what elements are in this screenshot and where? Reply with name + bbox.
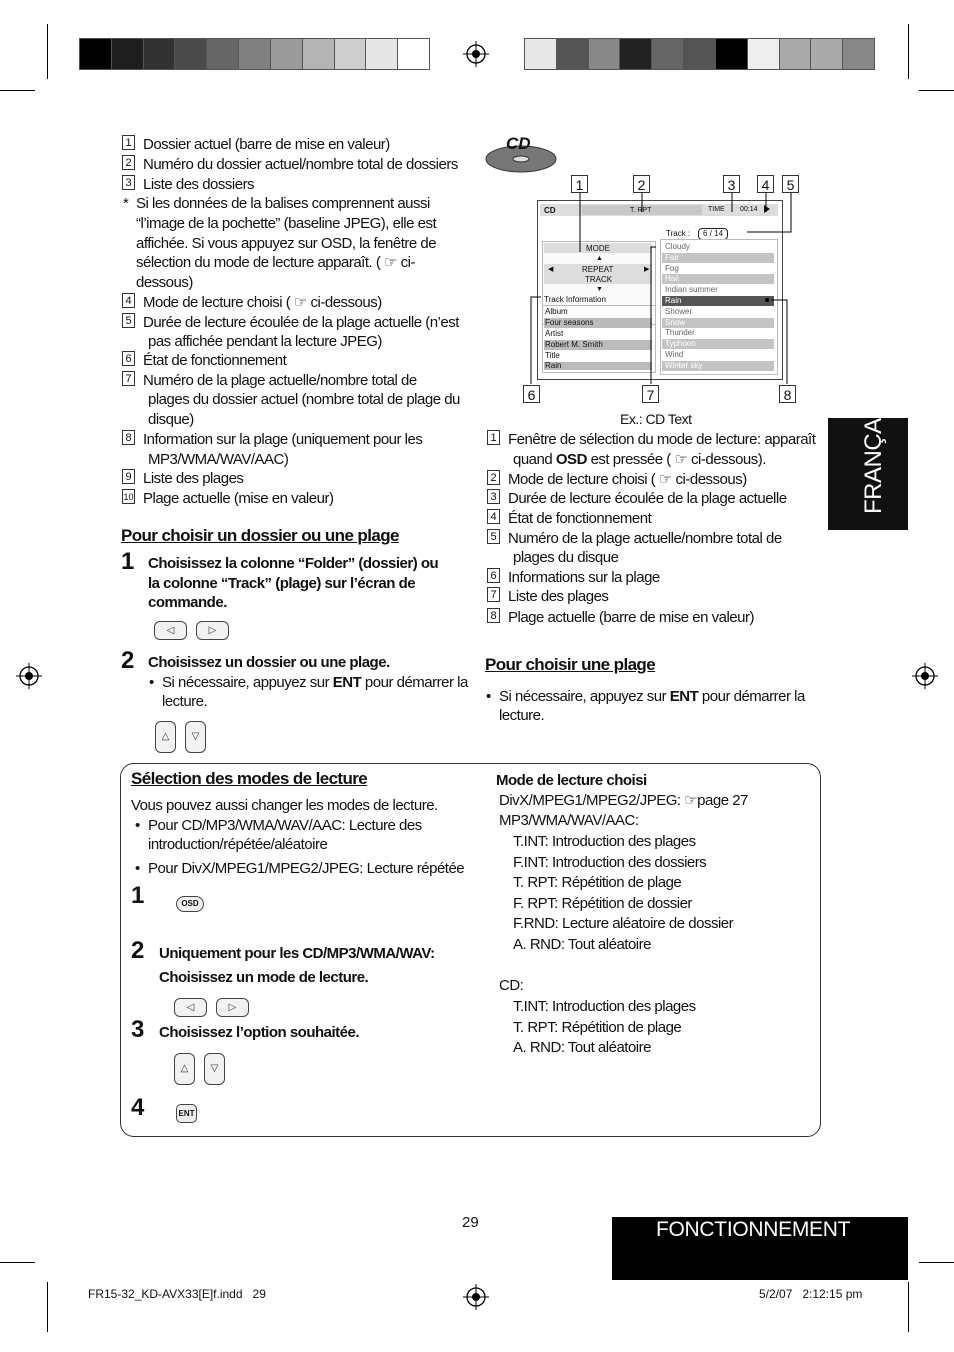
screen-caption: Ex.: CD Text [620, 411, 692, 427]
step-number: 1 [131, 882, 145, 909]
mode-item: A. RND: Tout aléatoire [513, 936, 651, 953]
step2-text: Choisissez un dossier ou une plage. [148, 654, 390, 671]
note-line: Si les données de la balises comprennent aussi [136, 195, 430, 212]
list-item: 7 Liste des plages [487, 587, 608, 607]
color-swatch [651, 38, 684, 70]
color-swatch [302, 38, 335, 70]
color-swatch [270, 38, 303, 70]
step1-line: commande. [148, 594, 227, 611]
list-item: 4 État de fonctionnement [487, 509, 651, 529]
track-row: Wind [665, 350, 684, 359]
color-swatch [397, 38, 430, 70]
osd-button[interactable]: OSD [176, 896, 204, 912]
list-item-cont: MP3/WMA/WAV/AAC) [148, 451, 289, 468]
color-swatch [619, 38, 652, 70]
footer-file: FR15-32_KD-AVX33[E]f.indd 29 [88, 1287, 266, 1301]
page-number: 29 [462, 1214, 479, 1231]
mode-item: F. RPT: Répétition de dossier [513, 894, 692, 912]
list-item: 8 Plage actuelle (barre de mise en valeur) [487, 608, 754, 628]
list-item-cont: quand OSD est pressée ( ☞ ci-dessous). [513, 451, 766, 468]
list-item: 3 Durée de lecture écoulée de la plage actuelle [487, 489, 787, 509]
mode-item: T.INT: Introduction des plages [513, 998, 696, 1015]
color-swatch [238, 38, 271, 70]
info-row: Rain [545, 361, 562, 370]
list-item-cont: disque) [148, 411, 194, 428]
mode-item: A. RND: Tout aléatoire [513, 1039, 651, 1057]
track-row: Hail [665, 274, 679, 284]
list-item: 6 État de fonctionnement [122, 351, 286, 371]
mode-down-icon: ▼ [596, 286, 603, 293]
callout-3: 3 [723, 175, 740, 193]
list-item-cont: plages du dossier actuel (nombre total de plage du [148, 391, 460, 408]
track-row: Fog [665, 263, 679, 273]
mode-up-icon: ▲ [596, 255, 603, 262]
callout-8: 8 [779, 385, 796, 403]
step-number: 2 [121, 647, 135, 674]
color-swatch [206, 38, 239, 70]
list-item: 8 Information sur la plage (uniquement pour les [122, 430, 422, 450]
list-item: 4 Mode de lecture choisi ( ☞ ci-dessous) [122, 293, 382, 313]
cd-logo-text: CD [506, 134, 531, 153]
track-row: Fair [665, 252, 679, 262]
color-swatch [365, 38, 398, 70]
track-row: Snow [665, 317, 686, 327]
mode-item: T.INT: Introduction des plages [513, 833, 696, 850]
track-row: Thunder [665, 328, 695, 338]
mode-item: F.INT: Introduction des dossiers [513, 853, 707, 871]
screen-clock: 00:14 [740, 206, 758, 213]
list-item: 5 Durée de lecture écoulée de la plage actuelle (n’est [122, 313, 459, 333]
ent-button[interactable]: ENT [176, 1104, 197, 1123]
list-item: 2 Numéro du dossier actuel/nombre total de dossiers [122, 155, 458, 175]
mode-left-icon: ◀ [548, 266, 554, 273]
step-number: 4 [131, 1094, 145, 1121]
step-number: 2 [131, 937, 145, 964]
color-swatch [174, 38, 207, 70]
color-swatch [334, 38, 367, 70]
modes-divx: DivX/MPEG1/MPEG2/JPEG: ☞page 27 [499, 792, 748, 809]
heading-choose-track: Pour choisir une plage [485, 655, 656, 674]
track-row: Winter sky [665, 360, 703, 370]
step2-line: Uniquement pour les CD/MP3/WMA/WAV: [159, 945, 435, 962]
registration-mark-left [16, 663, 42, 689]
modes-intro: Vous pouvez aussi changer les modes de lecture. [131, 797, 438, 814]
list-item-cont: plages du disque [513, 549, 619, 566]
color-swatch [683, 38, 716, 70]
list-item: 7 Numéro de la plage actuelle/nombre total de [122, 371, 417, 391]
modes-bullet-line: Pour DivX/MPEG1/MPEG2/JPEG: Lecture répétée [148, 860, 465, 877]
mode-item: T. RPT: Répétition de plage [513, 874, 682, 892]
list-item: 2 Mode de lecture choisi ( ☞ ci-dessous) [487, 470, 747, 490]
track-row: Cloudy [665, 242, 690, 251]
step3-text: Choisissez l’option souhaitée. [159, 1024, 360, 1041]
track-bullet-line2: lecture. [499, 707, 545, 724]
screen-info-title: Track Information [544, 295, 606, 304]
list-item: 9 Liste des plages [122, 469, 243, 489]
up-arrow-button[interactable]: △ [155, 721, 176, 753]
step2-line: Choisissez un mode de lecture. [159, 969, 369, 986]
list-item: 3 Liste des dossiers [122, 175, 254, 195]
track-bullet-line: Si nécessaire, appuyez sur ENT pour démarrer la [499, 688, 805, 705]
info-row: Four seasons [545, 318, 594, 327]
footer-tab [612, 1217, 908, 1280]
screen-track-count: 6 / 14 [698, 228, 728, 240]
list-item-cont: pas affichée pendant la lecture JPEG) [148, 333, 382, 350]
callout-4: 4 [757, 175, 774, 193]
info-row: Artist [545, 329, 564, 338]
list-item: 1 Dossier actuel (barre de mise en valeur) [122, 135, 390, 155]
list-item: 6 Informations sur la plage [487, 568, 660, 588]
step1-line: la colonne “Track” (plage) sur l’écran de [148, 575, 416, 592]
mode-item: T. RPT: Répétition de plage [513, 1018, 682, 1036]
note-line: “l’image de la pochette” (baseline JPEG), elle est [136, 215, 437, 232]
screen-time-label: TIME [708, 206, 725, 213]
screen-cd: CD [544, 206, 556, 215]
step-number: 3 [131, 1016, 145, 1043]
right-arrow-button[interactable]: ▷ [216, 998, 249, 1017]
color-swatch [524, 38, 557, 70]
modes-mp3-label: MP3/WMA/WAV/AAC: [499, 812, 639, 829]
step1-line: Choisissez la colonne “Folder” (dossier) ou [148, 555, 439, 572]
registration-mark-right [912, 663, 938, 689]
color-swatch [779, 38, 812, 70]
legend-list-right [487, 430, 817, 630]
track-row: Typhoon [665, 339, 696, 349]
modes-cd-label: CD: [499, 977, 524, 994]
color-swatch [79, 38, 112, 70]
list-item: 1 Fenêtre de sélection du mode de lecture: apparaît [487, 430, 815, 450]
bullet: • [135, 860, 140, 877]
info-row: Robert M. Smith [545, 340, 603, 349]
info-row: Album [545, 307, 568, 316]
step2-bullet-line2: lecture. [162, 693, 208, 710]
note-star: * [123, 195, 129, 212]
left-arrow-button[interactable]: ◁ [154, 621, 187, 640]
bullet: • [486, 688, 491, 705]
bullet: • [149, 674, 154, 691]
list-item: 5 Numéro de la plage actuelle/nombre total de [487, 529, 782, 549]
step-number: 1 [121, 548, 135, 575]
note-line: affichée. Si vous appuyez sur OSD, la fenêtre de [136, 235, 437, 252]
color-swatch [747, 38, 780, 70]
note-line: dessous) [136, 274, 193, 291]
color-swatch [143, 38, 176, 70]
list-item: 10 Plage actuelle (mise en valeur) [123, 490, 334, 507]
color-swatch [810, 38, 843, 70]
color-swatch [556, 38, 589, 70]
note-line: sélection du mode de lecture apparaît. ( ☞ ci- [136, 254, 415, 271]
footer-date: 5/2/07 2:12:15 pm [759, 1287, 863, 1301]
down-arrow-button[interactable]: ▽ [185, 721, 206, 753]
color-swatch [842, 38, 875, 70]
screen-track-label: Track : [666, 229, 691, 238]
color-swatch [588, 38, 621, 70]
bullet: • [135, 817, 140, 834]
track-row: Indian summer [665, 285, 718, 295]
callout-2: 2 [633, 175, 650, 193]
track-row: Shower [665, 306, 693, 316]
right-arrow-button[interactable]: ▷ [196, 621, 229, 640]
heading-choose-folder: Pour choisir un dossier ou une plage [121, 526, 399, 545]
language-tab [828, 396, 908, 530]
callout-6: 6 [523, 385, 540, 403]
track-row: Rain [665, 296, 682, 305]
modes-right-title: Mode de lecture choisi [496, 772, 647, 789]
callout-lines [517, 172, 807, 412]
left-arrow-button[interactable]: ◁ [174, 998, 207, 1017]
language-tab-label: FRANÇAIS [860, 396, 887, 514]
callout-7: 7 [642, 385, 659, 403]
footer-tab-label: FONCTIONNEMENT [656, 1218, 851, 1241]
up-arrow-button[interactable]: △ [174, 1053, 195, 1085]
modes-bullet-line: introduction/répétée/aléatoire [148, 836, 328, 853]
screen-repeat: REPEAT [582, 265, 614, 274]
callout-5: 5 [782, 175, 799, 193]
registration-mark-bottom [463, 1284, 489, 1310]
down-arrow-button[interactable]: ▽ [204, 1053, 225, 1085]
screen-rpt: T. RPT [630, 207, 652, 214]
step2-bullet-line: Si nécessaire, appuyez sur ENT pour démarrer la [162, 674, 468, 691]
screen-diagram [517, 172, 807, 412]
modes-bullet-line: Pour CD/MP3/WMA/WAV/AAC: Lecture des [148, 817, 422, 834]
heading-play-modes: Sélection des modes de lecture [131, 769, 368, 788]
mode-right-icon: ▶ [644, 266, 650, 273]
color-swatch [111, 38, 144, 70]
callout-1: 1 [571, 175, 588, 193]
color-swatch [715, 38, 748, 70]
screen-mode: MODE [586, 244, 610, 253]
legend-list-left [122, 135, 467, 515]
screen-track: TRACK [585, 275, 613, 284]
registration-mark-top [463, 41, 489, 67]
info-row: Title [545, 351, 560, 360]
mode-item: F.RND: Lecture aléatoire de dossier [513, 915, 734, 933]
